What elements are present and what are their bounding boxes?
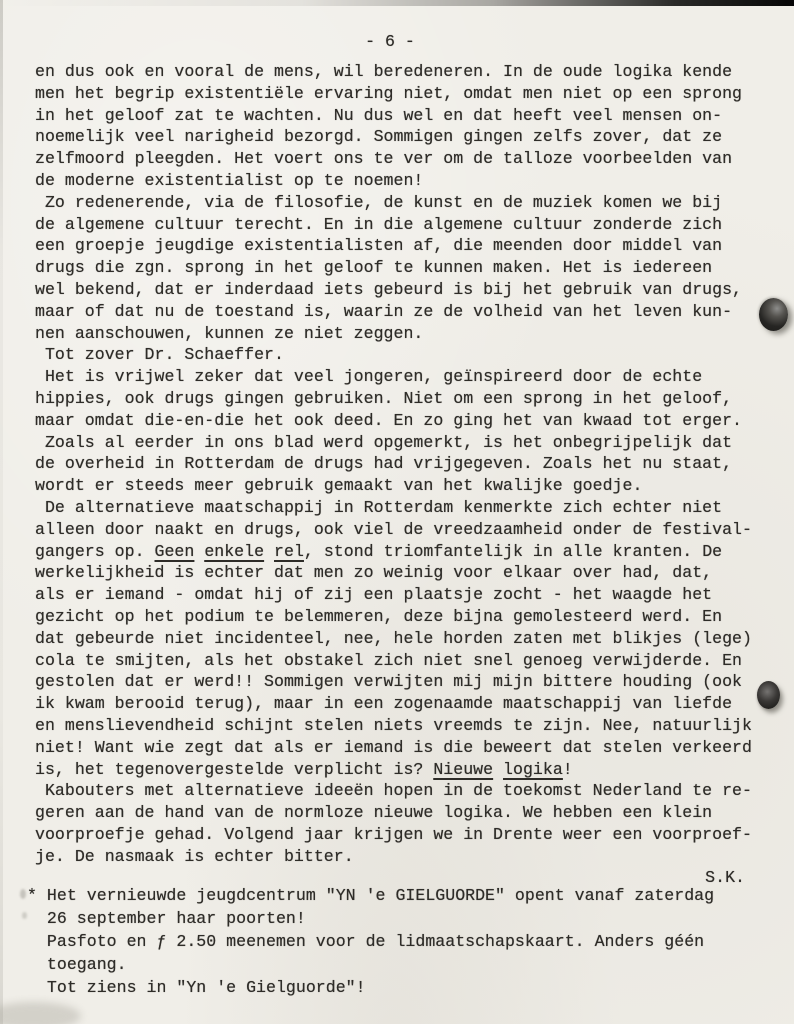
text-line: gezicht op het podium te belemmeren, deze bijna gemolesteerd werd. En	[35, 606, 723, 626]
text-line: cola te smijten, als het obstakel zich niet snel genoeg verwijderde. En	[35, 650, 743, 670]
text-segment: , stond triomfantelijk in alle kranten. De	[303, 541, 723, 561]
text-line-underlined-phrase	[35, 541, 761, 563]
text-line: een groepje jeugdige existentialisten af, die meenden door middel van	[35, 236, 723, 256]
text-line: nen aanschouwen, kunnen ze niet zeggen.	[35, 323, 424, 343]
text-line: ik kwam berooid terug), maar in een zogenaamde maatschappij van liefde	[35, 694, 733, 714]
underlined-text: rel	[274, 541, 304, 561]
paper-smudge	[0, 1002, 81, 1024]
text-line: de moderne existentialist op te noemen!	[35, 170, 424, 190]
text-segment	[194, 542, 204, 561]
text-line: je. De nasmaak is echter bitter.	[35, 846, 354, 866]
text-line: wel bekend, dat er inderdaad iets gebeurd is bij het gebruik van drugs,	[35, 279, 743, 299]
text-line: Tot zover Dr. Schaeffer.	[35, 345, 284, 365]
text-segment	[264, 542, 274, 561]
text-line: wordt er steeds meer gebruik gemaakt van het kwalijke goedje.	[35, 476, 643, 496]
scan-edge-shadow-left	[0, 0, 3, 1024]
text-line: Het is vrijwel zeker dat veel jongeren, geïnspireerd door de echte	[35, 367, 703, 387]
underlined-text: logika	[503, 759, 563, 779]
text-segment	[493, 760, 503, 779]
text-line: gestolen dat er werd!! Sommigen verwijten mij mijn bittere houding (ook	[35, 672, 743, 692]
text-line: noemelijk veel narigheid bezorgd. Sommigen gingen zelfs zover, dat ze	[35, 127, 723, 147]
text-line: Kabouters met alternatieve ideeën hopen in de toekomst Nederland te re-	[35, 781, 752, 801]
footnote-line: 26 september haar poorten!	[27, 909, 306, 928]
text-line: men het begrip existentiële ervaring niet, omdat men niet op een sprong	[35, 83, 743, 103]
footnote-line: * Het vernieuwde jeugdcentrum "YN 'e GIELGUORDE" opent vanaf zaterdag	[27, 886, 715, 905]
text-line: voorproefje gehad. Volgend jaar krijgen we in Drente weer een voorproef-	[35, 824, 752, 844]
body-text	[35, 61, 761, 889]
paper-speck	[20, 889, 26, 899]
text-line: en menslievendheid schijnt stelen niets vreemds te zijn. Nee, natuurlijk	[35, 715, 752, 735]
text-segment: is, het tegenovergestelde verplicht is?	[35, 759, 434, 779]
text-line: niet! Want wie zegt dat als er iemand is die beweert dat stelen verkeerd	[35, 737, 752, 757]
text-line-underlined-phrase	[35, 759, 761, 781]
footnote	[27, 884, 767, 999]
text-line: zelfmoord pleegden. Het voert ons te ver om de talloze voorbeelden van	[35, 149, 733, 169]
text-line: maar of dat nu de toestand is, waarin ze de volheid van het leven kun-	[35, 301, 733, 321]
text-line: Zoals al eerder in ons blad werd opgemerkt, is het onbegrijpelijk dat	[35, 432, 733, 452]
text-line: hippies, ook drugs gingen gebruiken. Niet om een sprong in het geloof,	[35, 388, 733, 408]
underlined-text: Nieuwe	[433, 759, 494, 779]
text-line: dat gebeurde niet incidenteel, nee, hele horden zaten met blikjes (lege)	[35, 628, 752, 648]
text-line: werkelijkheid is echter dat men zo weinig voor elkaar over had, dat,	[35, 563, 713, 583]
scan-edge-shadow-top	[0, 0, 794, 6]
ink-blot-top	[759, 298, 788, 331]
underlined-text: Geen	[154, 541, 195, 561]
footnote-line: toegang.	[27, 955, 127, 974]
page-number: - 6 -	[365, 32, 415, 51]
footnote-line: Pasfoto en ƒ 2.50 meenemen voor de lidmaatschapskaart. Anders géén	[27, 932, 705, 951]
underlined-text: enkele	[204, 541, 265, 561]
text-line: alleen door naakt en drugs, ook viel de vreedzaamheid onder de festival-	[35, 519, 752, 539]
signature: S.K.	[705, 868, 745, 888]
text-line: drugs die zgn. sprong in het geloof te kunnen maken. Het is iedereen	[35, 258, 713, 278]
text-line: de algemene cultuur terecht. En in die algemene cultuur zonderde zich	[35, 214, 723, 234]
text-line: in het geloof zat te wachten. Nu dus wel en dat heeft veel mensen on-	[35, 105, 723, 125]
text-line: de overheid in Rotterdam de drugs had vrijgegeven. Zoals het nu staat,	[35, 454, 733, 474]
text-line: Zo redenerende, via de filosofie, de kunst en de muziek komen we bij	[35, 192, 723, 212]
footnote-line: Tot ziens in "Yn 'e Gielguorde"!	[27, 978, 366, 997]
text-line: De alternatieve maatschappij in Rotterdam kenmerkte zich echter niet	[35, 497, 723, 517]
text-line: geren aan de hand van de normloze nieuwe logika. We hebben een klein	[35, 803, 713, 823]
text-segment: gangers op.	[35, 541, 155, 561]
text-line: en dus ook en vooral de mens, wil beredeneren. In de oude logika kende	[35, 62, 733, 81]
text-line: als er iemand - omdat hij of zij een plaatsje zocht - het waagde het	[35, 585, 713, 605]
text-segment: !	[562, 759, 573, 779]
text-line: maar omdat die-en-die het ook deed. En zo ging het van kwaad tot erger.	[35, 410, 743, 430]
